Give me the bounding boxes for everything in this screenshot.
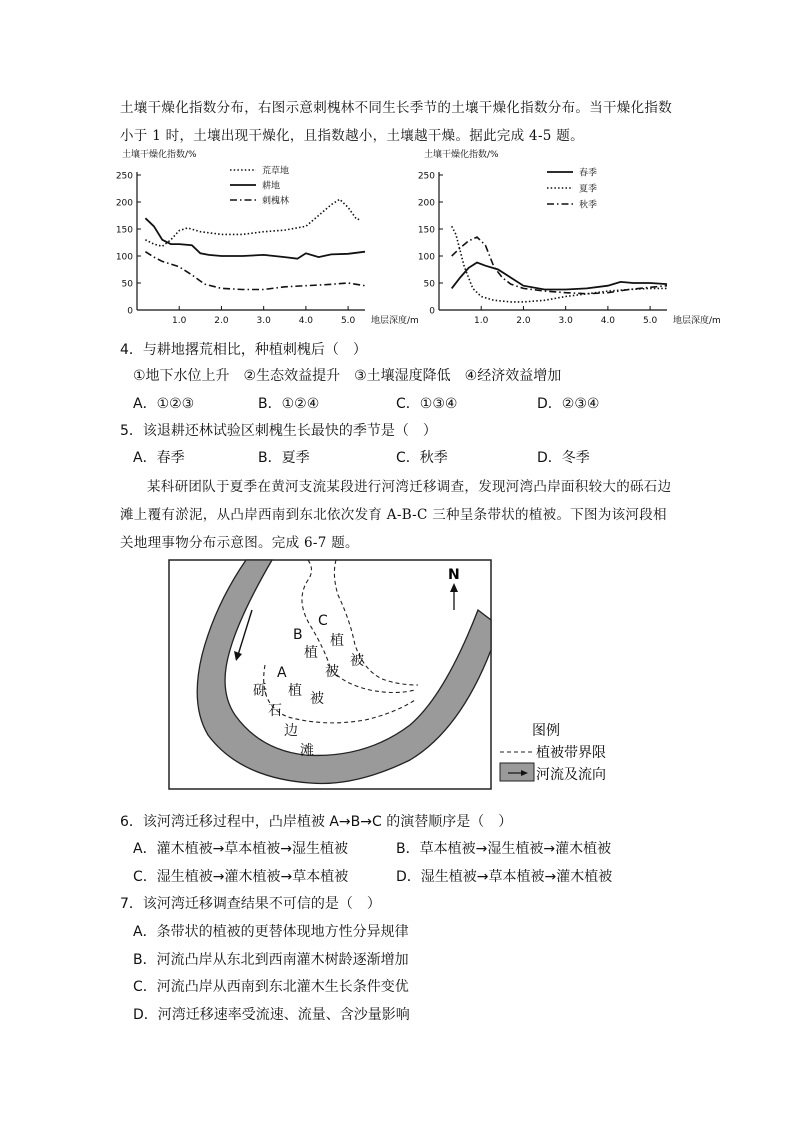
x-tick-label: 4.0 (600, 316, 616, 326)
label-li: 砾 (253, 683, 267, 699)
series-line-1 (145, 199, 360, 246)
q7-stem: 7．该河湾迁移调查结果不可信的是（ ） (120, 896, 381, 912)
label-c-bei: 被 (350, 653, 364, 669)
label-b: B (293, 627, 303, 643)
q6-option-d[interactable]: D．湿生植被→草本植被→灌木植被 (396, 869, 613, 885)
q4-option-d[interactable]: D．②③④ (537, 396, 600, 412)
chart-seasons (418, 148, 721, 326)
legend-label-1: 荒草地 (262, 166, 290, 177)
label-c-zhi: 植 (330, 633, 344, 649)
y-tick-label: 0 (429, 306, 435, 317)
intro2-line-3: 关地理事物分布示意图。完成 6-7 题。 (120, 535, 359, 551)
q6-option-c[interactable]: C．湿生植被→灌木植被→草本植被 (133, 869, 349, 885)
q7-option-c[interactable]: C．河流凸岸从西南到东北灌木生长条件变优 (133, 979, 409, 995)
y-tick-label: 200 (417, 198, 435, 209)
label-c: C (318, 613, 328, 629)
x-tick-label: 5.0 (642, 316, 658, 326)
north-arrowhead (450, 583, 458, 592)
intro2-line-2: 滩上覆有淤泥，从凸岸西南到东北依次发育 A-B-C 三种呈条带状的植被。下图为该河段相 (120, 507, 667, 523)
north-label: N (448, 567, 460, 583)
intro-line-1: 土壤干燥化指数分布，右图示意刺槐林不同生长季节的土壤干燥化指数分布。当干燥化指数 (120, 100, 672, 116)
y-tick-label: 250 (417, 171, 435, 182)
q5-option-b[interactable]: B．夏季 (258, 450, 310, 466)
river-channel (197, 560, 491, 784)
x-tick-label: 5.0 (340, 316, 356, 326)
y-tick-label: 150 (417, 225, 435, 236)
legend-label-3: 秋季 (579, 200, 598, 211)
x-tick-label: 1.0 (172, 316, 187, 326)
river-bend-map (160, 555, 640, 795)
intro-line-2: 小于 1 时，土壤出现干燥化，且指数越小，土壤越干燥。据此完成 4-5 题。 (120, 128, 584, 144)
q7-option-d[interactable]: D．河湾迁移速率受流速、流量、含沙量影响 (133, 1007, 410, 1023)
q5-stem: 5．该退耕还林试验区刺槐生长最快的季节是（ ） (120, 423, 437, 439)
label-a: A (277, 665, 287, 681)
label-b-bei: 被 (325, 664, 339, 680)
x-tick-label: 2.0 (516, 316, 531, 326)
charts-container (115, 145, 721, 335)
y-tick-label: 50 (423, 279, 435, 290)
label-shi: 石 (268, 703, 282, 719)
label-bian: 边 (284, 723, 298, 739)
series-line-3 (145, 252, 365, 290)
legend-label-2: 夏季 (579, 184, 598, 195)
y-axis-label: 土壤干燥化指数/% (122, 150, 197, 160)
series-line-1 (452, 263, 667, 290)
label-a-zhi: 植 (288, 683, 302, 699)
legend-label-3: 刺槐林 (262, 196, 290, 207)
x-axis-label: 地层深度/m (673, 316, 721, 326)
legend-label-1: 春季 (579, 168, 598, 179)
y-tick-label: 150 (115, 225, 133, 236)
x-axis-label: 地层深度/m (371, 316, 419, 326)
y-tick-label: 100 (115, 252, 133, 263)
y-tick-label: 250 (115, 171, 133, 182)
q7-option-a[interactable]: A．条带状的植被的更替体现地方性分异规律 (133, 924, 409, 940)
label-a-bei: 被 (310, 691, 324, 707)
y-tick-label: 200 (115, 198, 133, 209)
series-line-2 (452, 226, 667, 302)
legend-river-label: 河流及流向 (536, 767, 606, 783)
q6-option-a[interactable]: A．灌木植被→草本植被→湿生植被 (133, 841, 349, 857)
label-tan: 滩 (300, 743, 314, 759)
q4-option-c[interactable]: C．①③④ (396, 396, 458, 412)
x-tick-label: 1.0 (474, 316, 489, 326)
y-tick-label: 0 (127, 306, 133, 317)
vegetation-boundary-c (334, 560, 418, 685)
q6-option-b[interactable]: B．草本植被→湿生植被→灌木植被 (396, 841, 612, 857)
legend-river-swatch (500, 763, 534, 781)
y-tick-label: 50 (121, 279, 133, 290)
river-flow-arrowhead (234, 651, 242, 661)
label-b-zhi: 植 (304, 645, 318, 661)
x-tick-label: 4.0 (298, 316, 314, 326)
q5-option-d[interactable]: D．冬季 (537, 450, 590, 466)
q4-stem: 4．与耕地撂荒相比，种植刺槐后（ ） (120, 342, 367, 358)
q5-option-c[interactable]: C．秋季 (396, 450, 448, 466)
q7-option-b[interactable]: B．河流凸岸从东北到西南灌木树龄逐渐增加 (133, 952, 409, 968)
legend-title: 图例 (532, 723, 560, 739)
q4-option-a[interactable]: A．①②③ (133, 396, 195, 412)
q5-option-a[interactable]: A．春季 (133, 450, 185, 466)
legend-boundary-label: 植被带界限 (536, 745, 606, 761)
x-tick-label: 3.0 (558, 316, 573, 326)
chart-land-use (116, 148, 419, 326)
series-line-2 (145, 218, 365, 259)
x-tick-label: 3.0 (256, 316, 271, 326)
intro2-line-1: 某科研团队于夏季在黄河支流某段进行河湾迁移调查，发现河湾凸岸面积较大的砾石边 (147, 479, 672, 495)
legend-label-2: 耕地 (262, 181, 281, 192)
y-tick-label: 100 (417, 252, 435, 263)
q6-stem: 6．该河湾迁移过程中，凸岸植被 A→B→C 的演替顺序是（ ） (120, 814, 513, 830)
q4-items: ①地下水位上升 ②生态效益提升 ③土壤湿度降低 ④经济效益增加 (133, 368, 562, 384)
y-axis-label: 土壤干燥化指数/% (424, 150, 499, 160)
x-tick-label: 2.0 (214, 316, 229, 326)
q4-option-b[interactable]: B．①②④ (258, 396, 320, 412)
